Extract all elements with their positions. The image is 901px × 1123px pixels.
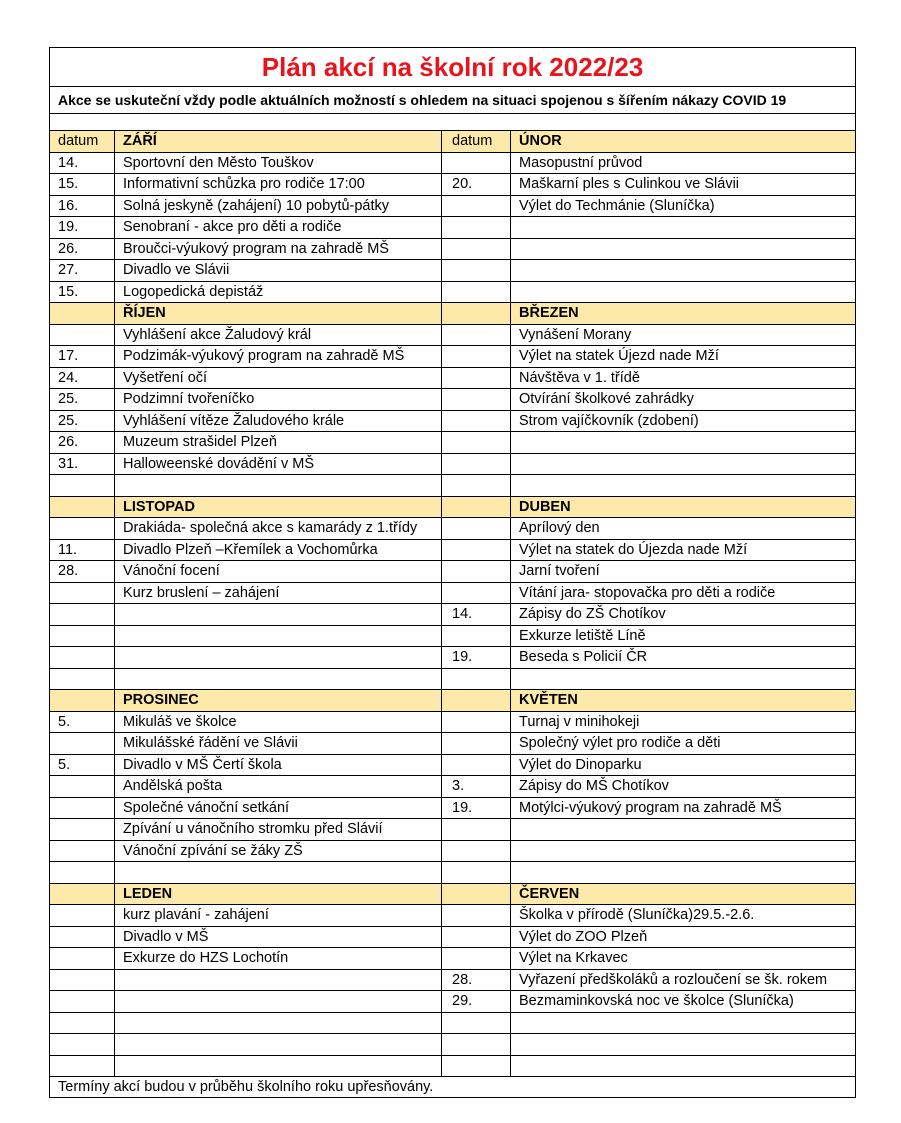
month-header-row xyxy=(50,690,856,712)
cell-event-right: Výlet na Krkavec xyxy=(511,948,856,970)
cell-event-right: Strom vajíčkovník (zdobení) xyxy=(511,410,856,432)
plan-table xyxy=(49,47,856,1098)
cell-date-right xyxy=(442,733,511,755)
cell-event-left: Andělská pošta xyxy=(115,776,442,798)
cell-date-left xyxy=(50,1012,115,1034)
month-header-row xyxy=(50,131,856,153)
header-event-right: BŘEZEN xyxy=(511,303,856,325)
cell-event-right xyxy=(511,1012,856,1034)
cell-event-right xyxy=(511,260,856,282)
cell-event-left xyxy=(115,862,442,884)
cell-event-right: Masopustní průvod xyxy=(511,152,856,174)
cell-date-right: 14. xyxy=(442,604,511,626)
table-row xyxy=(50,969,856,991)
cell-event-right: Výlet do Dinoparku xyxy=(511,754,856,776)
cell-event-right xyxy=(511,238,856,260)
cell-date-right xyxy=(442,668,511,690)
header-date-left xyxy=(50,496,115,518)
footer-note: Termíny akcí budou v průběhu školního roku upřesňovány. xyxy=(50,1077,856,1098)
table-row xyxy=(50,582,856,604)
cell-date-right xyxy=(442,152,511,174)
cell-event-right: Turnaj v minihokeji xyxy=(511,711,856,733)
cell-event-right xyxy=(511,862,856,884)
cell-event-left xyxy=(115,604,442,626)
table-row xyxy=(50,754,856,776)
cell-event-right xyxy=(511,819,856,841)
cell-date-left xyxy=(50,582,115,604)
cell-date-right xyxy=(442,905,511,927)
cell-event-right: Vynášení Morany xyxy=(511,324,856,346)
table-row xyxy=(50,776,856,798)
cell-event-left xyxy=(115,647,442,669)
cell-date-right xyxy=(442,948,511,970)
cell-event-left: Zpívání u vánočního stromku před Slávií xyxy=(115,819,442,841)
cell-date-left xyxy=(50,948,115,970)
header-event-right: ČERVEN xyxy=(511,883,856,905)
cell-event-left xyxy=(115,668,442,690)
cell-event-right xyxy=(511,281,856,303)
cell-event-left: Senobraní - akce pro děti a rodiče xyxy=(115,217,442,239)
cell-event-left: Sportovní den Město Touškov xyxy=(115,152,442,174)
cell-event-left xyxy=(115,625,442,647)
cell-date-left: 14. xyxy=(50,152,115,174)
cell-date-right xyxy=(442,1012,511,1034)
cell-date-left xyxy=(50,475,115,497)
table-row xyxy=(50,1012,856,1034)
cell-date-left xyxy=(50,819,115,841)
cell-date-right: 28. xyxy=(442,969,511,991)
header-event-left: LEDEN xyxy=(115,883,442,905)
cell-date-left xyxy=(50,1034,115,1056)
table-row xyxy=(50,539,856,561)
cell-date-left xyxy=(50,625,115,647)
table-row xyxy=(50,711,856,733)
cell-event-right: Bezmaminkovská noc ve školce (Sluníčka) xyxy=(511,991,856,1013)
table-row xyxy=(50,561,856,583)
cell-date-right: 19. xyxy=(442,647,511,669)
table-row xyxy=(50,926,856,948)
cell-date-right xyxy=(442,625,511,647)
cell-event-left: Kurz bruslení – zahájení xyxy=(115,582,442,604)
cell-event-left: Logopedická depistáž xyxy=(115,281,442,303)
footer-row xyxy=(50,1077,856,1098)
cell-event-right xyxy=(511,1055,856,1077)
table-row xyxy=(50,217,856,239)
cell-event-right: Jarní tvoření xyxy=(511,561,856,583)
header-event-left: LISTOPAD xyxy=(115,496,442,518)
cell-date-left xyxy=(50,862,115,884)
cell-date-left: 28. xyxy=(50,561,115,583)
cell-event-left: Divadlo v MŠ xyxy=(115,926,442,948)
cell-date-left: 15. xyxy=(50,174,115,196)
cell-event-right: Výlet na statek do Újezda nade Mží xyxy=(511,539,856,561)
cell-date-left xyxy=(50,518,115,540)
covid-notice: Akce se uskuteční vždy podle aktuálních možností s ohledem na situaci spojenou s šířením nákazy COVID 19 xyxy=(50,87,856,114)
cell-event-right: Návštěva v 1. třídě xyxy=(511,367,856,389)
table-row xyxy=(50,733,856,755)
header-date-right xyxy=(442,496,511,518)
cell-event-right: Zápisy do MŠ Chotíkov xyxy=(511,776,856,798)
header-event-right: DUBEN xyxy=(511,496,856,518)
table-row xyxy=(50,1055,856,1077)
cell-date-right xyxy=(442,389,511,411)
cell-event-right xyxy=(511,668,856,690)
table-row xyxy=(50,346,856,368)
cell-date-right xyxy=(442,1034,511,1056)
cell-event-right: Vyřazení předškoláků a rozloučení se šk. rokem xyxy=(511,969,856,991)
cell-event-left: Vyhlášení vítěze Žaludového krále xyxy=(115,410,442,432)
cell-date-left xyxy=(50,905,115,927)
cell-event-right xyxy=(511,453,856,475)
cell-date-left: 26. xyxy=(50,238,115,260)
cell-date-left: 17. xyxy=(50,346,115,368)
header-date-right xyxy=(442,883,511,905)
cell-event-right: Společný výlet pro rodiče a děti xyxy=(511,733,856,755)
cell-date-right xyxy=(442,561,511,583)
cell-date-right xyxy=(442,281,511,303)
table-row xyxy=(50,840,856,862)
cell-date-right xyxy=(442,260,511,282)
cell-date-left xyxy=(50,797,115,819)
cell-event-left xyxy=(115,991,442,1013)
table-row xyxy=(50,668,856,690)
table-row xyxy=(50,152,856,174)
cell-date-left xyxy=(50,647,115,669)
cell-date-right xyxy=(442,711,511,733)
cell-date-left xyxy=(50,840,115,862)
cell-event-left: Broučci-výukový program na zahradě MŠ xyxy=(115,238,442,260)
cell-event-left: Divadlo Plzeň –Křemílek a Vochomůrka xyxy=(115,539,442,561)
cell-date-left: 26. xyxy=(50,432,115,454)
header-date-right: datum xyxy=(442,131,511,153)
cell-date-left: 11. xyxy=(50,539,115,561)
cell-event-right: Otvírání školkové zahrádky xyxy=(511,389,856,411)
cell-event-right: Beseda s Policií ČR xyxy=(511,647,856,669)
table-row xyxy=(50,195,856,217)
cell-event-left xyxy=(115,475,442,497)
cell-date-right xyxy=(442,819,511,841)
cell-event-left: Vánoční focení xyxy=(115,561,442,583)
cell-event-right: Výlet do Techmánie (Sluníčka) xyxy=(511,195,856,217)
table-row xyxy=(50,475,856,497)
cell-event-left: Divadlo v MŠ Čertí škola xyxy=(115,754,442,776)
table-row xyxy=(50,604,856,626)
cell-date-right xyxy=(442,217,511,239)
table-row xyxy=(50,862,856,884)
spacer-row xyxy=(50,114,856,131)
cell-event-left xyxy=(115,1055,442,1077)
header-date-right xyxy=(442,690,511,712)
header-event-right: KVĚTEN xyxy=(511,690,856,712)
cell-event-left: Mikuláš ve školce xyxy=(115,711,442,733)
table-row xyxy=(50,518,856,540)
cell-date-right xyxy=(442,453,511,475)
cell-event-right: Motýlci-výukový program na zahradě MŠ xyxy=(511,797,856,819)
cell-event-left: Halloweenské dovádění v MŠ xyxy=(115,453,442,475)
cell-date-left xyxy=(50,926,115,948)
cell-date-right xyxy=(442,926,511,948)
cell-event-left: Podzimák-výukový program na zahradě MŠ xyxy=(115,346,442,368)
cell-date-right xyxy=(442,475,511,497)
cell-date-right xyxy=(442,754,511,776)
table-row xyxy=(50,453,856,475)
cell-event-left xyxy=(115,969,442,991)
header-event-left: ZÁŘÍ xyxy=(115,131,442,153)
table-row xyxy=(50,905,856,927)
cell-event-right: Výlet do ZOO Plzeň xyxy=(511,926,856,948)
cell-event-right: Vítání jara- stopovačka pro děti a rodiče xyxy=(511,582,856,604)
cell-date-left: 5. xyxy=(50,711,115,733)
page-title: Plán akcí na školní rok 2022/23 xyxy=(50,48,856,87)
cell-event-right xyxy=(511,217,856,239)
table-row xyxy=(50,367,856,389)
cell-date-right xyxy=(442,324,511,346)
table-row xyxy=(50,625,856,647)
title-row xyxy=(50,48,856,87)
cell-date-left: 24. xyxy=(50,367,115,389)
cell-date-left: 15. xyxy=(50,281,115,303)
cell-event-right: Exkurze letiště Líně xyxy=(511,625,856,647)
table-row xyxy=(50,238,856,260)
table-row xyxy=(50,324,856,346)
cell-date-right xyxy=(442,862,511,884)
cell-date-left: 5. xyxy=(50,754,115,776)
cell-event-right xyxy=(511,432,856,454)
cell-date-left xyxy=(50,776,115,798)
cell-event-right: Výlet na statek Újezd nade Mží xyxy=(511,346,856,368)
cell-date-left: 25. xyxy=(50,410,115,432)
table-row xyxy=(50,432,856,454)
header-event-left: ŘÍJEN xyxy=(115,303,442,325)
cell-date-right: 3. xyxy=(442,776,511,798)
month-header-row xyxy=(50,883,856,905)
table-row xyxy=(50,991,856,1013)
header-date-left: datum xyxy=(50,131,115,153)
cell-date-right xyxy=(442,1055,511,1077)
header-event-left: PROSINEC xyxy=(115,690,442,712)
cell-date-left xyxy=(50,991,115,1013)
cell-date-left: 16. xyxy=(50,195,115,217)
cell-date-left: 25. xyxy=(50,389,115,411)
subtitle-row xyxy=(50,87,856,114)
cell-date-left xyxy=(50,604,115,626)
table-row xyxy=(50,1034,856,1056)
cell-event-right xyxy=(511,840,856,862)
table-row xyxy=(50,410,856,432)
cell-date-left: 31. xyxy=(50,453,115,475)
cell-date-left xyxy=(50,969,115,991)
header-date-left xyxy=(50,883,115,905)
header-date-right xyxy=(442,303,511,325)
cell-event-right: Zápisy do ZŠ Chotíkov xyxy=(511,604,856,626)
cell-event-left: Muzeum strašidel Plzeň xyxy=(115,432,442,454)
cell-date-right xyxy=(442,346,511,368)
cell-event-left: Exkurze do HZS Lochotín xyxy=(115,948,442,970)
cell-date-right: 29. xyxy=(442,991,511,1013)
cell-event-left xyxy=(115,1012,442,1034)
cell-event-right: Aprílový den xyxy=(511,518,856,540)
cell-date-right: 19. xyxy=(442,797,511,819)
table-row xyxy=(50,389,856,411)
header-date-left xyxy=(50,303,115,325)
cell-event-left: Vyhlášení akce Žaludový král xyxy=(115,324,442,346)
table-row xyxy=(50,260,856,282)
cell-date-right xyxy=(442,518,511,540)
table-row xyxy=(50,819,856,841)
cell-date-left xyxy=(50,668,115,690)
cell-date-right xyxy=(442,539,511,561)
table-row xyxy=(50,647,856,669)
cell-date-left: 19. xyxy=(50,217,115,239)
table-row xyxy=(50,174,856,196)
cell-event-left xyxy=(115,1034,442,1056)
table-row xyxy=(50,797,856,819)
cell-date-right xyxy=(442,238,511,260)
cell-event-left: Informativní schůzka pro rodiče 17:00 xyxy=(115,174,442,196)
cell-event-left: Společné vánoční setkání xyxy=(115,797,442,819)
cell-event-left: kurz plavání - zahájení xyxy=(115,905,442,927)
cell-date-left: 27. xyxy=(50,260,115,282)
cell-date-right xyxy=(442,840,511,862)
cell-event-left: Podzimní tvořeníčko xyxy=(115,389,442,411)
cell-event-right xyxy=(511,475,856,497)
header-date-left xyxy=(50,690,115,712)
cell-date-left xyxy=(50,324,115,346)
month-header-row xyxy=(50,303,856,325)
cell-event-right xyxy=(511,1034,856,1056)
cell-event-right: Maškarní ples s Culinkou ve Slávii xyxy=(511,174,856,196)
cell-date-left xyxy=(50,733,115,755)
cell-event-left: Solná jeskyně (zahájení) 10 pobytů-pátky xyxy=(115,195,442,217)
cell-date-right xyxy=(442,367,511,389)
cell-event-left: Divadlo ve Slávii xyxy=(115,260,442,282)
cell-event-left: Drakiáda- společná akce s kamarády z 1.třídy xyxy=(115,518,442,540)
cell-date-right: 20. xyxy=(442,174,511,196)
cell-date-right xyxy=(442,582,511,604)
table-row xyxy=(50,948,856,970)
header-event-right: ÚNOR xyxy=(511,131,856,153)
cell-date-right xyxy=(442,432,511,454)
cell-event-left: Vyšetření očí xyxy=(115,367,442,389)
cell-date-left xyxy=(50,1055,115,1077)
month-header-row xyxy=(50,496,856,518)
table-row xyxy=(50,281,856,303)
cell-event-right: Školka v přírodě (Sluníčka)29.5.-2.6. xyxy=(511,905,856,927)
cell-event-left: Mikulášské řádění ve Slávii xyxy=(115,733,442,755)
cell-event-left: Vánoční zpívání se žáky ZŠ xyxy=(115,840,442,862)
cell-date-right xyxy=(442,410,511,432)
cell-date-right xyxy=(442,195,511,217)
